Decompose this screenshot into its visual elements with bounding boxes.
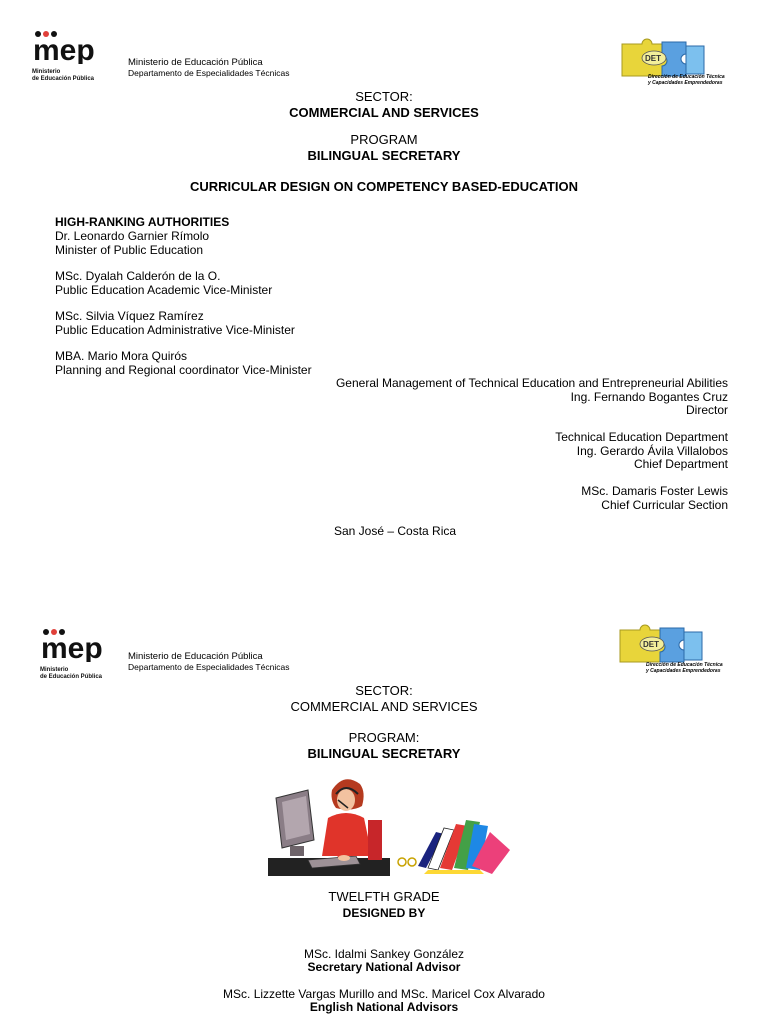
det-puzzle-logo xyxy=(616,622,754,678)
department-person: Ing. Gerardo Ávila Villalobos xyxy=(576,443,728,458)
department-title: Technical Education Department xyxy=(555,430,728,444)
authorities-heading: HIGH-RANKING AUTHORITIES xyxy=(55,215,230,229)
mep-logo-mark xyxy=(32,30,104,64)
authority-name: MBA. Mario Mora Quirós xyxy=(55,349,188,363)
program-label: PROGRAM xyxy=(350,132,418,147)
mep-logo-word: mep xyxy=(33,34,95,64)
department-name: Departamento de Especialidades Técnicas xyxy=(128,662,290,672)
mep-logo-word: mep xyxy=(41,632,103,662)
sector-label: SECTOR: xyxy=(355,683,413,698)
curricular-person: MSc. Damaris Foster Lewis xyxy=(581,484,728,498)
authority-role: Public Education Administrative Vice-Minister xyxy=(55,323,295,337)
det-logo-line1: Dirección de Educación Técnica xyxy=(646,662,723,668)
det-logo-line1: Dirección de Educación Técnica xyxy=(648,74,725,80)
department-name: Departamento de Especialidades Técnicas xyxy=(128,68,290,78)
ministry-name: Ministerio de Educación Pública xyxy=(128,57,263,68)
grade: TWELFTH GRADE xyxy=(328,889,440,904)
curricular-title: CURRICULAR DESIGN ON COMPETENCY BASED-EDUCATION xyxy=(189,179,579,194)
location: San José – Costa Rica xyxy=(334,524,457,538)
authority-name: MSc. Silvia Víquez Ramírez xyxy=(55,309,204,323)
mep-logo-sub2: de Educación Pública xyxy=(40,673,103,680)
det-logo-line2: y Capacidades Emprendedoras xyxy=(646,668,721,674)
designer-2-name: MSc. Lizzette Vargas Murillo and MSc. Maricel Cox Alvarado xyxy=(223,987,545,1001)
mep-logo xyxy=(32,30,104,80)
mep-logo-sub2: de Educación Pública xyxy=(32,75,95,82)
authority-role: Minister of Public Education xyxy=(55,243,204,257)
sector-value: COMMERCIAL AND SERVICES xyxy=(289,105,479,120)
authority-name: Dr. Leonardo Garnier Rímolo xyxy=(55,229,210,243)
secretary-clipart xyxy=(268,770,514,880)
mep-logo-mark xyxy=(40,628,112,662)
mep-logo xyxy=(40,628,112,678)
technical-department-block xyxy=(555,431,728,472)
sector-label: SECTOR: xyxy=(355,89,413,104)
authorities-list xyxy=(55,215,375,377)
det-logo-text: DET xyxy=(645,54,661,63)
ministry-name: Ministerio de Educación Pública xyxy=(128,651,263,662)
management-role: Director xyxy=(685,403,728,417)
curricular-role: Chief Curricular Section xyxy=(601,497,728,512)
department-role: Chief Department xyxy=(633,457,728,471)
mep-logo-sub1: Ministerio xyxy=(40,667,69,673)
curricular-section-block xyxy=(581,485,728,512)
designer-1-role: Secretary National Advisor xyxy=(307,960,461,974)
det-puzzle-logo xyxy=(618,36,754,92)
authority-name: MSc. Dyalah Calderón de la O. xyxy=(55,269,221,283)
authority-role: Public Education Academic Vice-Minister xyxy=(55,283,273,297)
management-person: Ing. Fernando Bogantes Cruz xyxy=(570,389,728,404)
sector-value: COMMERCIAL AND SERVICES xyxy=(290,699,478,714)
program-label: PROGRAM: xyxy=(348,730,420,745)
management-title: General Management of Technical Education and Entrepreneurial Abilities xyxy=(335,376,728,390)
det-logo-text: DET xyxy=(643,640,659,649)
mep-logo-sub1: Ministerio xyxy=(32,69,61,75)
program-value: BILINGUAL SECRETARY xyxy=(307,148,461,163)
designer-2-role: English National Advisors xyxy=(309,1000,459,1014)
program-value: BILINGUAL SECRETARY xyxy=(307,746,461,761)
designer-1-name: MSc. Idalmi Sankey González xyxy=(303,947,465,961)
authority-role: Planning and Regional coordinator Vice-Minister xyxy=(55,363,312,377)
det-logo-line2: y Capacidades Emprendedoras xyxy=(648,80,723,86)
general-management-block xyxy=(336,377,728,418)
designed-by: DESIGNED BY xyxy=(342,906,426,920)
